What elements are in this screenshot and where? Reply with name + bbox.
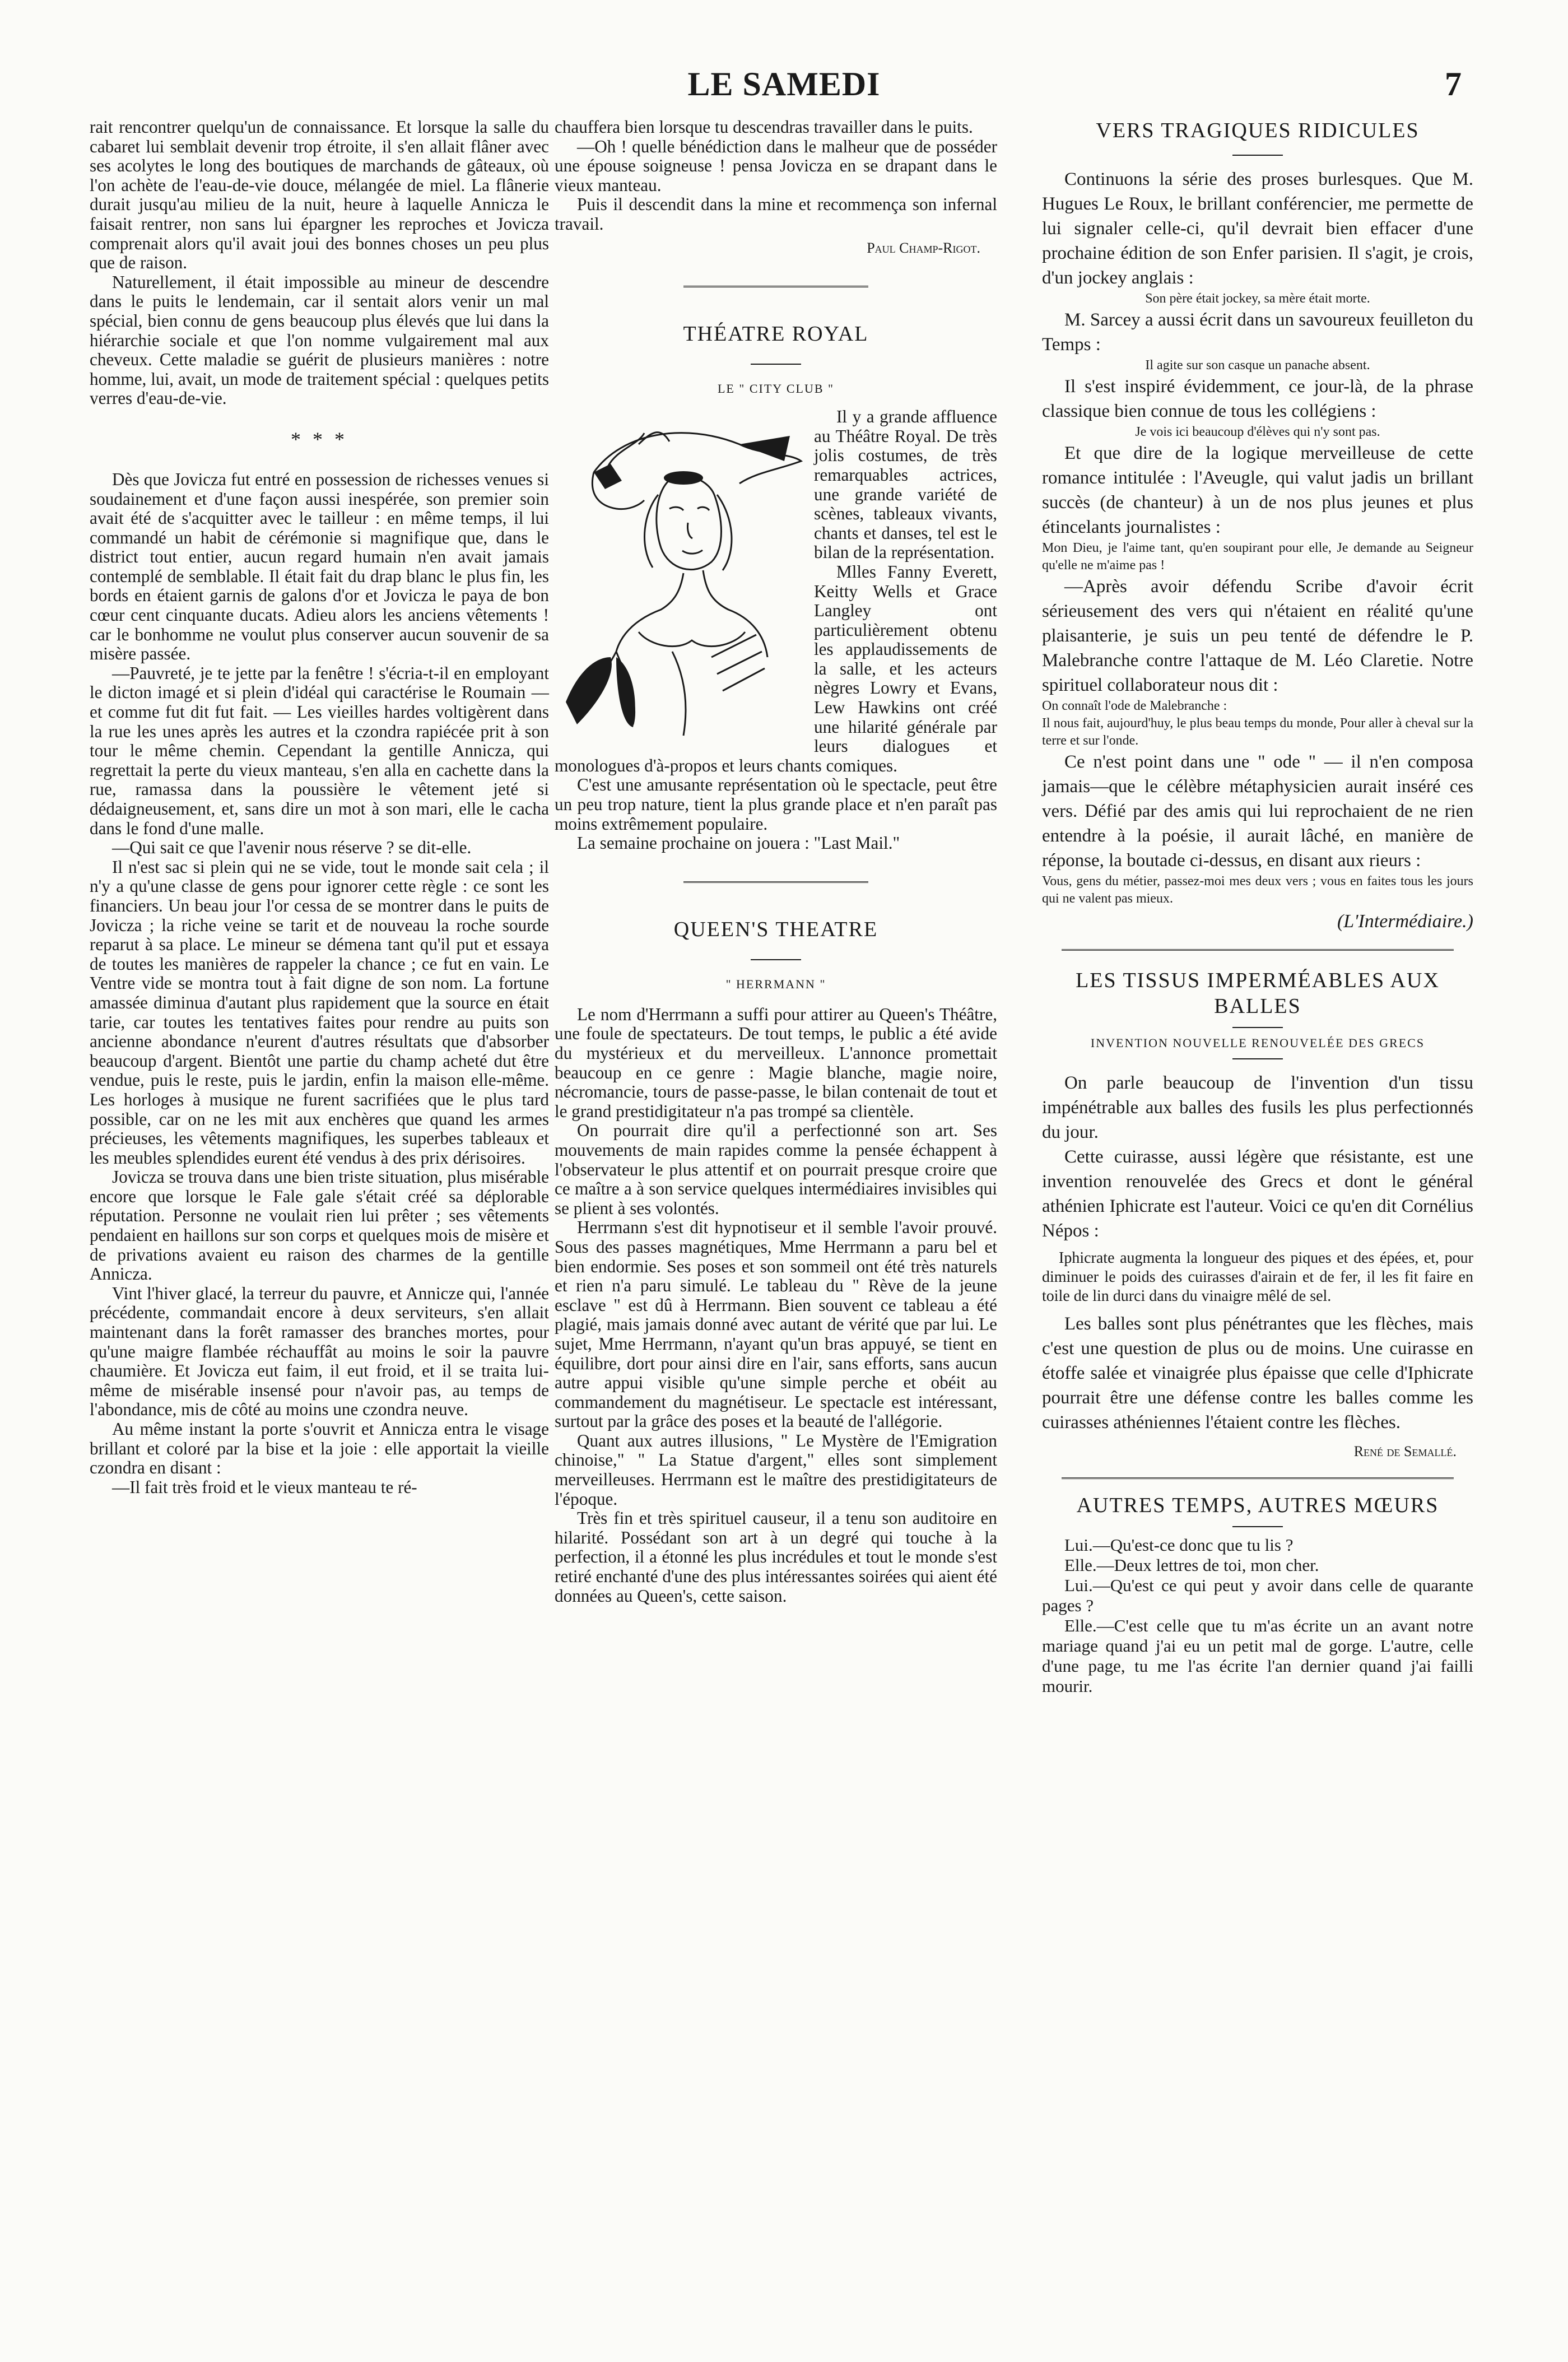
title-rule: [751, 364, 801, 365]
section-subtitle: LE " CITY CLUB ": [717, 382, 835, 396]
paragraph: Le nom d'Herrmann a suffi pour attirer au Queen's Théâtre, une foule de spectateurs. De tout temps, le public a été avide du mystérieux et du merveilleux. L'annonce promettait beaucoup en ce genre : Magie blanche, magie noire, nécromancie, tours de passe-passe, le bilan contenait de tout et le grand prestidigitateur n'a pas trompé sa clientèle.: [555, 1004, 997, 1121]
section-rule: [1062, 1477, 1454, 1479]
paragraph: On pourrait dire qu'il a perfectionné son art. Ses mouvements de main rapides comme la pensée échappent à l'observateur le plus attentif et on pourrait presque croire que ce maître a à son service quelques intermédiaires invisibles qui se plient à ses volontés.: [555, 1120, 997, 1218]
paragraph: —Oh ! quelle bénédiction dans le malheur que de posséder une épouse soigneuse ! pensa Jovicza en se drapant dans le vieux manteau.: [555, 136, 997, 195]
paragraph: —Il fait très froid et le vieux manteau te ré-: [112, 1477, 417, 1497]
newspaper-title: LE SAMEDI: [687, 66, 881, 103]
paragraph: Cette cuirasse, aussi légère que résistante, est une invention renouvelée des Grecs et dont le général athénien Iphicrate est l'auteur. Voici ce qu'en dit Cornélius Népos :: [1042, 1147, 1473, 1241]
section-subtitle: INVENTION NOUVELLE RENOUVELÉE DES GRECS: [1090, 1036, 1425, 1050]
paragraph: Mlles Fanny Everett, Keitty Wells et Grace Langley ont particulièrement obtenu les applaudissements de la salle, et les acteurs nègres Lowry et Evans, Lew Hawkins ont créé une hilarité générale par leurs dialogues et monologues d'à-propos et leurs chants comiques.: [555, 561, 997, 775]
column-2: [555, 118, 997, 1606]
section-title: AUTRES TEMPS, AUTRES MŒURS: [1076, 1494, 1439, 1517]
section-rule: [683, 881, 868, 883]
section-title: QUEEN'S THEATRE: [673, 917, 878, 941]
dialogue-line: Elle.—C'est celle que tu m'as écrite un an avant notre mariage quand j'ai eu un petit mal de gorge. L'autre, celle d'une page, tu me l'as écrite l'an dernier quand j'ai failli mourir.: [1042, 1616, 1473, 1696]
paragraph: La semaine prochaine on jouera : "Last Mail.": [577, 833, 900, 853]
paragraph: Il s'est inspiré évidemment, ce jour-là, de la phrase classique bien connue de tous les collégiens :: [1042, 376, 1473, 421]
verse-quote: Il agite sur son casque un panache absent.: [1145, 358, 1370, 373]
verse-quote: Son père était jockey, sa mère était morte.: [1145, 291, 1370, 306]
paragraph: —Pauvreté, je te jette par la fenêtre ! s'écria-t-il en employant le dicton imagé et si plein d'idéal qui caractérise le Roumain — et comme fut dit fut fait. — Les vieilles hardes voltigèrent dans la rue les unes après les autres et la czondra rapiécée prit à son tour le même chemin. Cependant la gentille Annicza, qui regrettait la perte du vieux manteau, s'en alla en cachette dans la rue, ramassa dans la poussière le vêtement jeté si dédaigneusement, et, sans dire un mot à son mari, elle le cacha dans le fond d'une malle.: [90, 663, 549, 838]
author-signature: Paul Champ-Rigot.: [867, 239, 980, 256]
dialogue-line: Lui.—Qu'est ce qui peut y avoir dans celle de quarante pages ?: [1042, 1575, 1473, 1615]
page-number: 7: [1445, 66, 1462, 103]
paragraph: Continuons la série des proses burlesques. Que M. Hugues Le Roux, le brillant conférencier, me permette de lui signaler celle-ci, qu'il devrait bien effacer d'une prochaine édition de son Enfer parisien. Il s'agit, je crois, d'un jockey anglais :: [1042, 169, 1473, 288]
paragraph: Herrmann s'est dit hypnotiseur et il semble l'avoir prouvé. Sous des passes magnétiques, Mme Herrmann a paru bel et bien endormie. Ses poses et son sommeil ont été très naturels et rien n'a paru simulé. Le tableau du " Rève de la jeune esclave " est dû à Herrmann. Bien souvent ce tableau a été plagié, mais jamais donné avec autant de vérité que par lui. Le sujet, Mme Herrmann, n'ayant qu'un bras appuyé, se tient en équilibre, dort pour ainsi dire en l'air, sans efforts, sans aucun autre appui visible qu'une simple perche et obéit au commandement du magnétiseur. Le spectacle est intéressant, surtout par la grâce des poses et la beauté de l'allégorie.: [555, 1217, 997, 1431]
column-1: [90, 118, 549, 1497]
verse-quote: On connaît l'ode de Malebranche :: [1042, 699, 1227, 713]
paragraph: rait rencontrer quelqu'un de connaissance. Et lorsque la salle du cabaret lui semblait devenir trop étroite, il s'en allait flâner avec ses acolytes le long des boutiques de marchands de gâteaux, où l'on achète de l'eau-de-vie douce, mélangée de miel. La flânerie durait jusqu'au milieu de la nuit, heure à laquelle Annicza le faisait rentrer, non sans lui épargner les reproches et Jovicza comprenait alors qu'il avait joui des bonnes choses un peu plus que de raison.: [90, 117, 549, 273]
section-title: LES TISSUS IMPERMÉABLES AUX BALLES: [1076, 969, 1440, 1018]
paragraph: Vint l'hiver glacé, la terreur du pauvre, et Annicze qui, l'année précédente, commandait encore à deux serviteurs, s'en allait maintenant dans la forêt ramasser des branches mortes, pour qu'une maigre flambée réchauffât au moins le soir la pauvre chaumière. Et Jovicza eut faim, il eut froid, et il se traita lui-même de misérable insensé pour n'avoir pas, au temps de l'abondance, mis de côté au moins une czondra neuve.: [90, 1283, 549, 1420]
source-credit: (L'Intermédiaire.): [1337, 911, 1473, 932]
paragraph: C'est une amusante représentation où le spectacle, peut être un peu trop nature, tient la plus grande place et n'en paraît pas moins extrêmement populaire.: [555, 775, 997, 834]
verse-quote: Je vois ici beaucoup d'élèves qui n'y sont pas.: [1135, 425, 1380, 439]
title-rule: [1232, 155, 1283, 156]
verse-quote: Il nous fait, aujourd'huy, le plus beau temps du monde, Pour aller à cheval sur la terre et sur l'onde.: [1042, 716, 1473, 748]
section-rule: [683, 286, 868, 287]
quoted-text: Iphicrate augmenta la longueur des piques et des épées, et, pour diminuer le poids des cuirasses d'airain et de fer, il les fit faire en toile de lin durci dans du vinaigre mêlé de sel.: [1042, 1249, 1473, 1305]
verse-quote: Vous, gens du métier, passez-moi mes deux vers ; vous en faites tous les jours qui ne valent pas mieux.: [1042, 874, 1473, 906]
dialogue-line: Elle.—Deux lettres de toi, mon cher.: [1064, 1555, 1319, 1575]
paragraph: M. Sarcey a aussi écrit dans un savoureux feuilleton du Temps :: [1042, 310, 1473, 355]
column-3: [1042, 118, 1473, 1696]
paragraph: Puis il descendit dans la mine et recommença son infernal travail.: [555, 194, 997, 234]
section-rule: [1062, 949, 1454, 951]
title-rule: [751, 959, 801, 960]
paragraph: —Après avoir défendu Scribe d'avoir écrit sérieusement des vers qui n'étaient en réalité qu'une plaisanterie, je suis un peu tenté de défendre le P. Malebranche contre l'attaque de M. Léo Claretie. Notre spirituel collaborateur nous dit :: [1042, 576, 1473, 695]
paragraph: Au même instant la porte s'ouvrit et Annicza entra le visage brillant et coloré par la bise et la joie : elle apportait la vieille czondra en disant :: [90, 1419, 549, 1478]
paragraph: Il n'est sac si plein qui ne se vide, tout le monde sait cela ; il n'y a qu'une classe de gens pour ignorer cette règle : ce sont les financiers. Un beau jour l'or cessa de se montrer dans le puits de Jovicza ; la riche veine se tarit et de nouveau la roche sourde reparut à sa place. Le mineur se démena tant qu'il put et essaya de toutes les manières de rappeler la chance ; ce fut en vain. Le Ventre vide se montra tout à fait digne de son nom. La fortune amassée diminua d'autant plus rapidement que la source en était tarie, car toutes les tentatives faites pour rendre au puits son ancienne abondance n'eurent d'autres résultats que d'absorber beaucoup d'argent. Bientôt une partie du champ acheté dut être vendue, puis le reste, puis le jardin, enfin la maison elle-même. Les horloges à musique ne furent sacrifiées que le plus tard possible, car on ne les mit aux enchères que quand les armes précieuses, les vêtements magnifiques, les superbes tableaux et les meubles splendides eurent été vendus à des prix dérisoires.: [90, 857, 549, 1168]
paragraph: Ce n'est point dans une " ode " — il n'en composa jamais—que le célèbre métaphysicien aurait inséré ces vers. Défié par des amis qui lui reprochaient de ne rien entendre à la poésie, il aurait lâché, en manière de réponse, la boutade ci-dessus, en disant aux rieurs :: [1042, 752, 1473, 871]
section-title: THÉATRE ROYAL: [683, 322, 869, 346]
paragraph: Jovicza se trouva dans une bien triste situation, plus misérable encore que lorsque le Fale gale s'était créé sa déplorable réputation. Personne ne voulait rien lui prêter ; ses vêtements pendaient en haillons sur son corps et quelques mois de misère et de privations avaient eu raison des charmes de la gentille Annicza.: [90, 1167, 549, 1284]
actress-illustration: [555, 411, 804, 741]
paragraph: Dès que Jovicza fut entré en possession de richesses venues si soudainement et d'une façon aussi inespérée, son premier soin avait été de s'acquitter avec le tailleur : en même temps, il lui commandé un habit de cérémonie si magnifique que, dans le district tout entier, aucun regard humain n'en avait jamais contemplé de semblable. Il était fait du drap blanc le plus fin, les bords en étaient garnis de galons d'or et Jovicza le paya de bon cœur cent cinquante ducats. Adieu alors les anciens vêtements ! car le bonhomme ne voulut plus conserver aucun souvenir de sa misère passée.: [90, 469, 549, 664]
dialogue-line: Lui.—Qu'est-ce donc que tu lis ?: [1064, 1535, 1294, 1555]
verse-quote: Mon Dieu, je l'aime tant, qu'en soupirant pour elle, Je demande au Seigneur qu'elle ne m'aime pas !: [1042, 541, 1473, 573]
paragraph: Et que dire de la logique merveilleuse de cette romance intitulée : l'Aveugle, qui valut jadis un brillant succès (de chanteur) à un de nos plus jeunes et plus étincelants journalistes :: [1042, 443, 1473, 537]
paragraph: Très fin et très spirituel causeur, il a tenu son auditoire en hilarité. Possédant son art à un degré qui touche à la perfection, il a étonné les plus incrédules et tout le monde s'est retiré enchanté d'une des plus intéressantes soirées qui aient été données au Queen's, cette saison.: [555, 1508, 997, 1606]
paragraph: Naturellement, il était impossible au mineur de descendre dans le puits le lendemain, car il sentait alors venir un mal spécial, bien connu de gens beaucoup plus élevés que lui dans la hiérarchie sociale et que l'on nomme vulgairement mal aux cheveux. Cette maladie se guérit de plusieurs manières : notre homme, lui, avait, un mode de traitement spécial : quelques petits verres d'eau-de-vie.: [90, 272, 549, 408]
section-break-stars: * * *: [291, 427, 348, 450]
paragraph: Quant aux autres illusions, " Le Mystère de l'Emigration chinoise," " La Statue d'argent," elles sont simplement merveilleuses. Herrmann est le maître des prestidigitateurs de l'époque.: [555, 1430, 997, 1509]
paragraph: chauffera bien lorsque tu descendras travailler dans le puits.: [555, 117, 973, 137]
title-rule: [1232, 1526, 1283, 1527]
title-rule: [1232, 1027, 1283, 1028]
section-subtitle: " HERRMANN ": [725, 977, 826, 991]
running-header: [0, 65, 1568, 110]
author-signature: René de Semallé.: [1353, 1443, 1457, 1459]
paragraph: Il y a grande affluence au Théâtre Royal. De très jolis costumes, de très remarquables actrices, une grande variété de scènes, tableaux vivants, chants et danses, tel est le bilan de la représentation.: [814, 407, 997, 562]
paragraph: On parle beaucoup de l'invention d'un tissu impénétrable aux balles des fusils les plus perfectionnés du jour.: [1042, 1073, 1473, 1142]
title-rule: [1232, 1058, 1283, 1059]
section-title: VERS TRAGIQUES RIDICULES: [1096, 119, 1420, 142]
paragraph: —Qui sait ce que l'avenir nous réserve ? se dit-elle.: [112, 838, 472, 858]
paragraph: Les balles sont plus pénétrantes que les flèches, mais c'est une question de plus ou de moins. Une cuirasse en étoffe salée et vinaigrée plus épaisse que celle d'Iphicrate pourrait être une défense contre les balles comme les cuirasses athéniennes l'étaient contre les flèches.: [1042, 1314, 1473, 1433]
